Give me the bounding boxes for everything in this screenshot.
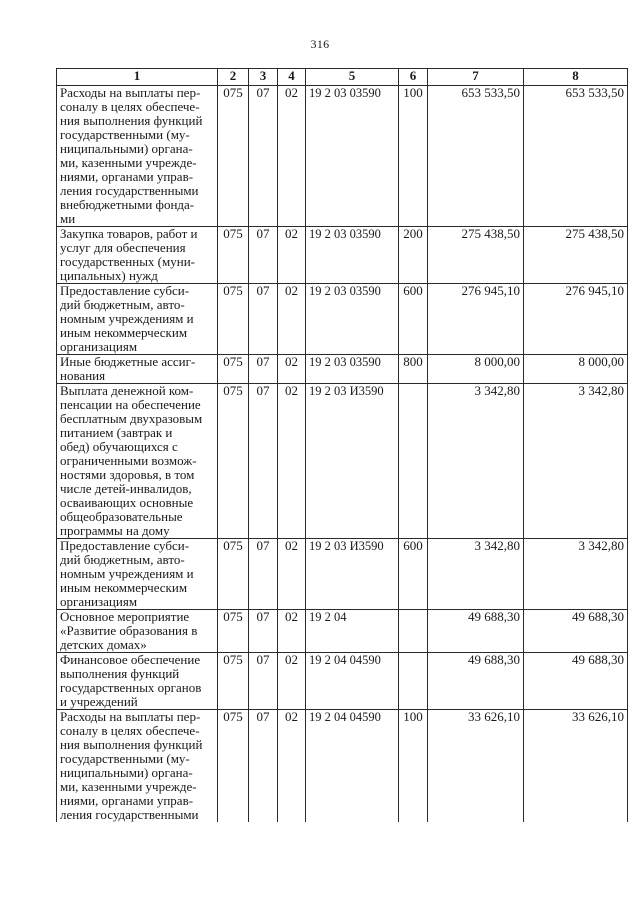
row-name-line: общеобразовательные: [60, 509, 183, 524]
expense-type-cell: 200: [399, 227, 428, 284]
target-article-cell: 19 2 03 03590: [306, 284, 399, 355]
target-article-cell: 19 2 04 04590: [306, 710, 399, 823]
table-row: [57, 710, 628, 823]
table-row: [57, 539, 628, 610]
amount-total-cell: 276 945,10: [524, 284, 628, 355]
admin-code-cell: 075: [218, 610, 249, 653]
amount-total-cell: 3 342,80: [524, 384, 628, 539]
table-row: [57, 384, 628, 539]
section-code-cell: 07: [249, 610, 278, 653]
admin-code-cell: 075: [218, 355, 249, 384]
row-name-cell: [57, 384, 218, 539]
row-name-line: иным некоммерческим: [60, 580, 188, 595]
row-name-line: государственных органов: [60, 680, 202, 695]
header-col-5: 5: [306, 69, 399, 86]
row-name-cell: [57, 653, 218, 710]
row-name-line: осваивающих основные: [60, 495, 194, 510]
amount-total-cell: 275 438,50: [524, 227, 628, 284]
amount-total-cell: 653 533,50: [524, 86, 628, 227]
row-name-line: ципальных) нужд: [60, 268, 158, 283]
target-article-cell: 19 2 03 03590: [306, 355, 399, 384]
row-name-line: соналу в целях обеспече-: [60, 723, 200, 738]
row-name-cell: [57, 710, 218, 823]
amount-cell: 653 533,50: [428, 86, 524, 227]
table-row: [57, 86, 628, 227]
admin-code-cell: 075: [218, 710, 249, 823]
header-col-6: 6: [399, 69, 428, 86]
amount-cell: 3 342,80: [428, 384, 524, 539]
header-col-2: 2: [218, 69, 249, 86]
expense-type-cell: 100: [399, 86, 428, 227]
subsection-code-cell: 02: [278, 610, 306, 653]
row-name-line: детских домах»: [60, 637, 147, 652]
row-name-line: номным учреждениям и: [60, 566, 194, 581]
amount-cell: 276 945,10: [428, 284, 524, 355]
amount-total-cell: 8 000,00: [524, 355, 628, 384]
amount-total-cell: 33 626,10: [524, 710, 628, 823]
row-name-line: Основное мероприятие: [60, 609, 190, 624]
section-code-cell: 07: [249, 384, 278, 539]
row-name-line: государственными (му-: [60, 751, 190, 766]
subsection-code-cell: 02: [278, 284, 306, 355]
row-name-line: ограниченными возмож-: [60, 453, 197, 468]
amount-total-cell: 3 342,80: [524, 539, 628, 610]
section-code-cell: 07: [249, 227, 278, 284]
expense-type-cell: 100: [399, 710, 428, 823]
admin-code-cell: 075: [218, 653, 249, 710]
section-code-cell: 07: [249, 539, 278, 610]
admin-code-cell: 075: [218, 384, 249, 539]
subsection-code-cell: 02: [278, 653, 306, 710]
table-header: [57, 69, 628, 86]
row-name-cell: [57, 610, 218, 653]
amount-total-cell: 49 688,30: [524, 610, 628, 653]
header-col-4: 4: [278, 69, 306, 86]
expense-type-cell: 800: [399, 355, 428, 384]
section-code-cell: 07: [249, 653, 278, 710]
row-name-line: дий бюджетным, авто-: [60, 297, 185, 312]
row-name-line: дий бюджетным, авто-: [60, 552, 185, 567]
row-name-cell: [57, 227, 218, 284]
target-article-cell: 19 2 03 03590: [306, 86, 399, 227]
target-article-cell: 19 2 04: [306, 610, 399, 653]
table-row: [57, 227, 628, 284]
table-row: [57, 284, 628, 355]
row-name-line: пенсации на обеспечение: [60, 397, 201, 412]
admin-code-cell: 075: [218, 539, 249, 610]
expense-type-cell: 600: [399, 539, 428, 610]
expense-type-cell: [399, 384, 428, 539]
row-name-line: Выплата денежной ком-: [60, 383, 194, 398]
header-col-7: 7: [428, 69, 524, 86]
row-name-cell: [57, 355, 218, 384]
target-article-cell: 19 2 04 04590: [306, 653, 399, 710]
row-name-line: «Развитие образования в: [60, 623, 198, 638]
row-name-line: числе детей-инвалидов,: [60, 481, 192, 496]
expense-type-cell: [399, 653, 428, 710]
subsection-code-cell: 02: [278, 227, 306, 284]
table-body: [57, 86, 628, 823]
row-name-line: внебюджетными фонда-: [60, 197, 195, 212]
row-name-line: Предоставление субси-: [60, 538, 190, 553]
budget-table: [56, 68, 628, 822]
row-name-line: бесплатным двухразовым: [60, 411, 203, 426]
header-col-8: 8: [524, 69, 628, 86]
row-name-line: Иные бюджетные ассиг-: [60, 354, 196, 369]
row-name-line: соналу в целях обеспече-: [60, 99, 200, 114]
amount-cell: 49 688,30: [428, 653, 524, 710]
amount-total-cell: 49 688,30: [524, 653, 628, 710]
row-name-line: программы на дому: [60, 523, 170, 538]
subsection-code-cell: 02: [278, 355, 306, 384]
row-name-line: ния выполнения функций: [60, 113, 203, 128]
row-name-line: ления государственными: [60, 807, 199, 822]
amount-cell: 275 438,50: [428, 227, 524, 284]
row-name-cell: [57, 86, 218, 227]
row-name-line: иным некоммерческим: [60, 325, 188, 340]
row-name-line: ниципальными) органа-: [60, 141, 193, 156]
row-name-line: ления государственными: [60, 183, 199, 198]
row-name-line: ниями, органами управ-: [60, 169, 194, 184]
row-name-line: ми: [60, 211, 76, 226]
row-name-line: организациям: [60, 594, 138, 609]
header-col-3: 3: [249, 69, 278, 86]
subsection-code-cell: 02: [278, 384, 306, 539]
row-name-line: ми, казенными учрежде-: [60, 779, 197, 794]
row-name-line: услуг для обеспечения: [60, 240, 186, 255]
row-name-line: ния выполнения функций: [60, 737, 203, 752]
row-name-line: ностями здоровья, в том: [60, 467, 195, 482]
row-name-line: Расходы на выплаты пер-: [60, 709, 201, 724]
row-name-line: нования: [60, 368, 106, 383]
row-name-line: номным учреждениям и: [60, 311, 194, 326]
table-row: [57, 653, 628, 710]
row-name-cell: [57, 539, 218, 610]
row-name-line: и учреждений: [60, 694, 138, 709]
row-name-line: выполнения функций: [60, 666, 180, 681]
subsection-code-cell: 02: [278, 539, 306, 610]
row-name-line: обед) обучающихся с: [60, 439, 178, 454]
row-name-line: государственными (му-: [60, 127, 190, 142]
subsection-code-cell: 02: [278, 86, 306, 227]
amount-cell: 49 688,30: [428, 610, 524, 653]
header-col-1: 1: [57, 69, 218, 86]
target-article-cell: 19 2 03 03590: [306, 227, 399, 284]
target-article-cell: 19 2 03 И3590: [306, 384, 399, 539]
row-name-line: организациям: [60, 339, 138, 354]
page-number: 316: [310, 37, 330, 51]
section-code-cell: 07: [249, 355, 278, 384]
section-code-cell: 07: [249, 284, 278, 355]
section-code-cell: 07: [249, 710, 278, 823]
admin-code-cell: 075: [218, 284, 249, 355]
subsection-code-cell: 02: [278, 710, 306, 823]
row-name-line: Расходы на выплаты пер-: [60, 85, 201, 100]
section-code-cell: 07: [249, 86, 278, 227]
amount-cell: 3 342,80: [428, 539, 524, 610]
target-article-cell: 19 2 03 И3590: [306, 539, 399, 610]
row-name-line: ниями, органами управ-: [60, 793, 194, 808]
row-name-line: ми, казенными учрежде-: [60, 155, 197, 170]
row-name-line: Закупка товаров, работ и: [60, 226, 198, 241]
table-row: [57, 355, 628, 384]
row-name-line: государственных (муни-: [60, 254, 195, 269]
row-name-line: ниципальными) органа-: [60, 765, 193, 780]
amount-cell: 33 626,10: [428, 710, 524, 823]
row-name-line: питанием (завтрак и: [60, 425, 173, 440]
admin-code-cell: 075: [218, 86, 249, 227]
row-name-line: Финансовое обеспечение: [60, 652, 201, 667]
row-name-line: Предоставление субси-: [60, 283, 190, 298]
expense-type-cell: 600: [399, 284, 428, 355]
header-row: [57, 69, 628, 86]
amount-cell: 8 000,00: [428, 355, 524, 384]
table-row: [57, 610, 628, 653]
row-name-cell: [57, 284, 218, 355]
admin-code-cell: 075: [218, 227, 249, 284]
expense-type-cell: [399, 610, 428, 653]
